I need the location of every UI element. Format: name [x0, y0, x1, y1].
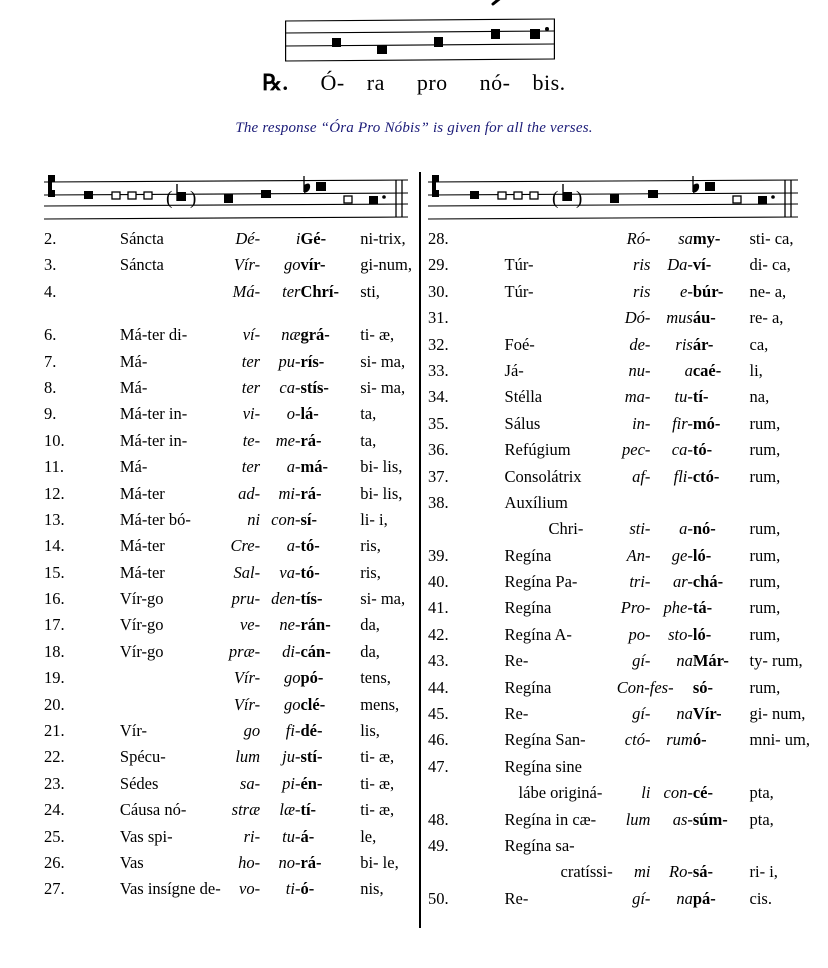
svg-text:(: (	[552, 188, 559, 209]
response-text-line	[0, 70, 828, 96]
verse-spacer-row	[44, 309, 412, 326]
verse-row: 41. Regína Pro- phe- tá- rum,	[428, 598, 781, 618]
verse-row: Chri- sti- a- nó- rum,	[548, 519, 781, 539]
verse-row: 18. Vír-go præ- di- cán- da,	[44, 641, 380, 661]
verse-row: 20. Vír- go clé- mens,	[44, 694, 400, 714]
chant-staff-right	[428, 172, 810, 224]
responsory-sign: ℞.	[262, 70, 289, 95]
do-clef-icon	[48, 175, 55, 197]
svg-text:): )	[190, 188, 197, 209]
verse-row: 7. Má- ter pu- rís- si- ma,	[44, 351, 406, 371]
verse-row: 45. Re- gí- na Vír- gi- num,	[428, 704, 806, 724]
verse-row: 23. Sédes sa- pi- én- ti- æ,	[44, 773, 395, 793]
double-bar-icon	[396, 180, 402, 217]
verse-row: 44. Regína Con-fes- só- rum,	[428, 677, 781, 697]
verse-row: 15. Má-ter Sal- va- tó- ris,	[44, 562, 381, 582]
verse-row: lábe originá- li con- cé- pta,	[518, 783, 774, 803]
verse-row: 2. Sáncta Dé- i Gé- ni-trix,	[44, 229, 406, 248]
verse-row: cratíssi- mi Ro- sá- ri- i,	[560, 862, 778, 882]
verse-row: 26. Vas ho- no- rá- bi- le,	[44, 852, 399, 872]
response-syllable-5: bis.	[532, 70, 566, 95]
verse-row: 32. Foé- de- ris ár- ca,	[428, 334, 769, 354]
verse-row: 49. Regína sa-	[428, 835, 575, 855]
verse-row: 47. Regína sine	[428, 756, 582, 776]
verse-row: 16. Vír-go pru- den- tís- si- ma,	[44, 589, 406, 609]
left-verse-table	[44, 230, 412, 907]
column-divider	[419, 172, 421, 928]
verse-row: 42. Regína A- po- sto- ló- rum,	[428, 624, 781, 644]
left-verse-column	[44, 172, 412, 907]
svg-text:): )	[576, 188, 583, 209]
verse-row: 9. Má-ter in- vi- o- lá- ta,	[44, 404, 377, 424]
verse-row: 46. Regína San- ctó- rum ó- mni- um,	[428, 730, 810, 750]
verse-row: 40. Regína Pa- tri- ar- chá- rum,	[428, 572, 781, 592]
verse-row: 22. Spécu- lum ju- stí- ti- æ,	[44, 747, 395, 767]
verse-row: 11. Má- ter a- má- bi- lis,	[44, 457, 403, 477]
verse-row: 19. Vír- go pó- tens,	[44, 668, 391, 688]
verse-row: 10. Má-ter in- te- me- rá- ta,	[44, 430, 377, 450]
verse-row: 25. Vas spi- ri- tu- á- le,	[44, 826, 377, 846]
verse-row: 17. Vír-go ve- ne- rán- da,	[44, 615, 380, 635]
double-bar-icon	[785, 180, 791, 217]
response-syllable-1: Ó-	[320, 70, 345, 95]
verse-row: 34. Stélla ma- tu- tí- na,	[428, 387, 770, 407]
verse-row: 48. Regína in cæ- lum as- súm- pta,	[428, 809, 774, 829]
verse-row: 29. Túr- ris Da- ví- di- ca,	[428, 255, 791, 275]
verse-row: 6. Má-ter di- ví- næ grá- ti- æ,	[44, 325, 395, 345]
verse-row: 30. Túr- ris e- búr- ne- a,	[428, 281, 787, 301]
verse-row: 50. Re- gí- na pá- cis.	[428, 888, 772, 908]
verse-row: 12. Má-ter ad- mi- rá- bi- lis,	[44, 483, 403, 503]
response-syllable-4: nó-	[479, 70, 511, 95]
verse-row: 36. Refúgium pec- ca- tó- rum,	[428, 440, 781, 460]
left-verse-rows	[44, 230, 412, 907]
verse-row: 37. Consolátrix af- fli- ctó- rum,	[428, 466, 781, 486]
verse-row: 39. Regína An- ge- ló- rum,	[428, 545, 781, 565]
verse-row: 14. Má-ter Cre- a- tó- ris,	[44, 536, 381, 556]
verse-row: 3. Sáncta Vír- go vír- gi-num,	[44, 255, 412, 275]
accent-stroke	[493, 0, 503, 4]
svg-text:(: (	[166, 188, 173, 209]
verse-row: 13. Má-ter bó- ni con- sí- li- i,	[44, 509, 388, 529]
verse-row: 43. Re- gí- na Már- ty- rum,	[428, 651, 803, 671]
response-syllable-3: pro	[416, 70, 448, 95]
flat-accidental-icon	[693, 176, 699, 193]
verse-row: 28. Ró- sa my- sti- ca,	[428, 229, 794, 248]
right-verse-column	[428, 172, 810, 916]
flat-accidental-icon	[304, 176, 310, 193]
verse-row: 31. Dó- mus áu- re- a,	[428, 308, 784, 328]
rubric-note: The response “Óra Pro Nóbis” is given for all the verses.	[235, 120, 593, 136]
chant-staff-left	[44, 172, 412, 224]
response-syllable-2: ra	[366, 70, 385, 95]
verse-row: 4. Má- ter Chrí- sti,	[44, 281, 380, 301]
do-clef-icon	[432, 175, 439, 197]
right-verse-rows	[428, 230, 810, 916]
right-verse-table	[428, 230, 810, 916]
verse-row: 8. Má- ter ca- stís- si- ma,	[44, 377, 406, 397]
verse-row: 35. Sálus in- fir- mó- rum,	[428, 413, 781, 433]
verse-row: 24. Cáusa nó- stræ læ- tí- ti- æ,	[44, 800, 395, 820]
verse-row: 33. Já- nu- a caé- li,	[428, 360, 763, 380]
verse-row: 38. Auxílium	[428, 492, 568, 512]
response-chant-staff	[285, 18, 555, 64]
verse-row: 21. Vír- go fi- dé- lis,	[44, 721, 380, 741]
verse-row: 27. Vas insígne de- vo- ti- ó- nis,	[44, 879, 384, 899]
